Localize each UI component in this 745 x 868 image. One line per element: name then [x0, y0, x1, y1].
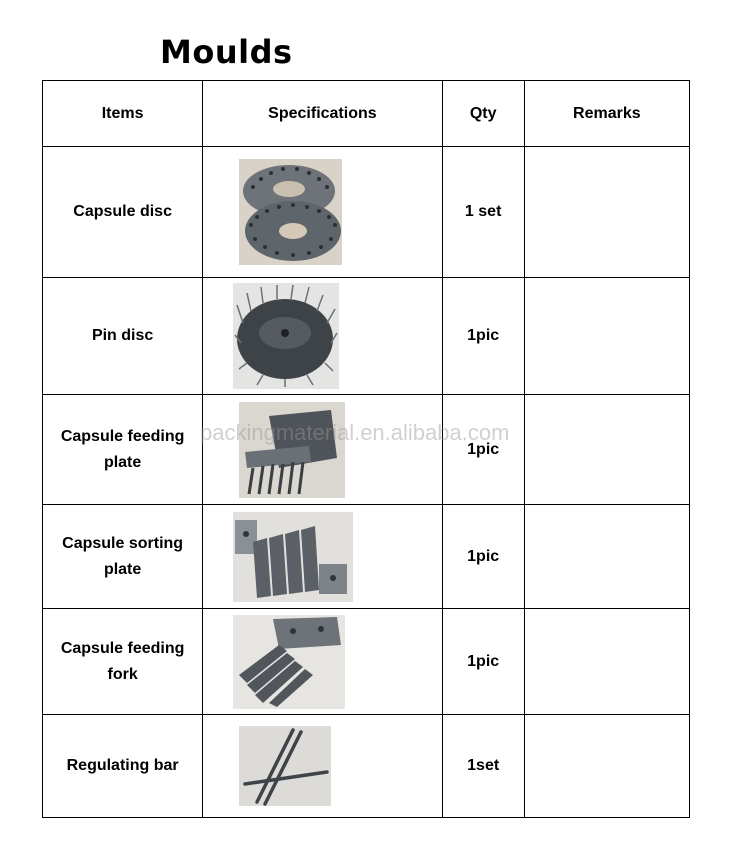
pin-disc-photo — [233, 283, 339, 389]
remarks-cell — [524, 505, 689, 609]
table-row — [43, 505, 690, 609]
qty-cell: 1pic — [442, 278, 524, 395]
item-name: Capsule feeding plate — [43, 395, 203, 505]
watermark-text: packingmaterial.en.alibaba.com — [200, 420, 510, 445]
table-row — [43, 609, 690, 715]
specification-cell — [203, 147, 442, 278]
header-qty: Qty — [442, 81, 524, 147]
specification-cell — [203, 609, 442, 715]
header-remarks: Remarks — [524, 81, 689, 147]
qty-cell: 1set — [442, 715, 524, 818]
item-name: Regulating bar — [43, 715, 203, 818]
moulds-table — [42, 80, 690, 818]
remarks-cell — [524, 715, 689, 818]
table-row — [43, 395, 690, 505]
specification-cell — [203, 395, 442, 505]
qty-cell: 1pic — [442, 609, 524, 715]
item-name: Capsule disc — [43, 147, 203, 278]
page-title: Moulds — [160, 33, 293, 71]
capsule-feeding-fork-photo — [233, 615, 345, 709]
capsule-sorting-plate-photo — [233, 512, 353, 602]
capsule-feeding-plate-photo — [239, 402, 345, 498]
qty-cell: 1pic — [442, 395, 524, 505]
remarks-cell — [524, 278, 689, 395]
header-items: Items — [43, 81, 203, 147]
table-row — [43, 278, 690, 395]
item-name: Capsule feeding fork — [43, 609, 203, 715]
item-name: Capsule sorting plate — [43, 505, 203, 609]
qty-cell: 1pic — [442, 505, 524, 609]
regulating-bar-photo — [239, 726, 331, 806]
qty-cell: 1 set — [442, 147, 524, 278]
table-header-row — [43, 81, 690, 147]
specification-cell — [203, 505, 442, 609]
specification-cell — [203, 715, 442, 818]
remarks-cell — [524, 609, 689, 715]
specification-cell — [203, 278, 442, 395]
remarks-cell — [524, 147, 689, 278]
item-name: Pin disc — [43, 278, 203, 395]
table-row — [43, 715, 690, 818]
table-row — [43, 147, 690, 278]
header-specifications: Specifications — [203, 81, 442, 147]
remarks-cell — [524, 395, 689, 505]
capsule-disc-photo — [239, 159, 342, 265]
